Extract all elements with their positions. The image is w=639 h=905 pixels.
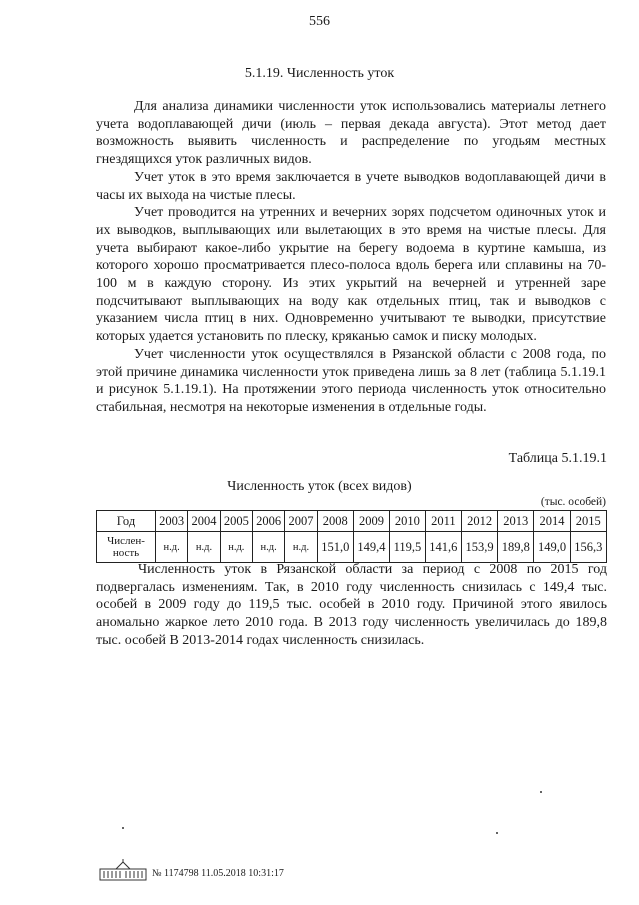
registration-stamp-icon [98, 858, 148, 882]
value-cell: н.д. [188, 532, 220, 563]
document-registration-text: № 1174798 11.05.2018 10:31:17 [152, 868, 284, 879]
scan-speck [496, 832, 498, 834]
footer [98, 858, 398, 884]
value-cell: 151,0 [317, 532, 353, 563]
paragraph: Численность уток в Рязанской области за период с 2008 по 2015 год подвергалась изменениям. Так, в 2010 году численность снизилась с 149,4 тыс. особей в 2009 году до 119,5 тыс. особей в 2010 году. Причиной этого явилось аномально жаркое лето 2010 года. В 2013 году численность увеличилась до 189,8 тыс. особей В 2013-2014 годах численность снизилась. [96, 562, 607, 648]
year-cell: 2003 [156, 511, 188, 532]
paragraph: Учет проводится на утренних и вечерних зорях подсчетом одиночных уток и их выводков, выплывающих или вылетающих в это время на чистые плесы. Для учета выбирают какое-либо укрытие на берегу водоема в куртине камыша, из которого хорошо просматривается плесо-полоса вдоль берега или сплавины на 70-100 м в каждую сторону. Из этих укрытий на вечерней и утренней заре подсчитывают выплывающих на воду как отдельных птиц, так и выводков с указанием числа птиц в них. Одновременно учитывают те выводки, присутствие которых удается установить по плеску, кряканью самок и писку молодых. [96, 205, 606, 345]
year-cell: 2009 [353, 511, 389, 532]
value-cell: 141,6 [425, 532, 461, 563]
year-cell: 2013 [498, 511, 534, 532]
year-cell: 2011 [425, 511, 461, 532]
value-cell: 149,4 [353, 532, 389, 563]
table-row-values [97, 532, 607, 563]
duck-count-table [96, 510, 607, 563]
value-cell: 119,5 [390, 532, 426, 563]
year-cell: 2007 [285, 511, 317, 532]
value-header-line: ность [112, 547, 140, 559]
table-title: Численность уток (всех видов) [227, 479, 412, 494]
conclusion-text [96, 561, 607, 650]
value-cell: н.д. [220, 532, 252, 563]
year-cell: 2014 [534, 511, 570, 532]
table-unit: (тыс. особей) [540, 496, 606, 508]
year-cell: 2010 [390, 511, 426, 532]
section-title: 5.1.19. Численность уток [244, 66, 395, 81]
year-cell: 2005 [220, 511, 252, 532]
table-row-years [97, 511, 607, 532]
scan-speck [122, 827, 124, 829]
value-header-line: Числен- [107, 535, 145, 547]
year-cell: 2012 [461, 511, 497, 532]
paragraph: Учет численности уток осуществлялся в Рязанской области с 2008 года, по этой причине динамика численности уток приведена лишь за 8 лет (таблица 5.1.19.1 и рисунок 5.1.19.1). На протяжении этого периода численность уток относительно стабильная, несмотря на некоторые изменения в отдельные годы. [96, 346, 606, 415]
body-text [96, 98, 606, 417]
year-cell: 2008 [317, 511, 353, 532]
value-cell: 153,9 [461, 532, 497, 563]
year-header-cell: Год [97, 511, 156, 532]
year-cell: 2015 [570, 511, 606, 532]
value-header-cell [97, 532, 156, 563]
paragraph: Учет уток в это время заключается в учете выводков водоплавающей дичи в часы их выхода на чистые плесы. [96, 169, 606, 203]
paragraph: Для анализа динамики численности уток использовались материалы летнего учета водоплавающей дичи (июль – первая декада августа). Этот метод дает возможность выявить численность и распределение по угодьям местных гнездящихся уток различных видов. [96, 99, 606, 168]
page-number: 556 [309, 14, 330, 29]
value-cell: н.д. [252, 532, 284, 563]
value-cell: н.д. [156, 532, 188, 563]
value-cell: н.д. [285, 532, 317, 563]
value-cell: 149,0 [534, 532, 570, 563]
year-cell: 2004 [188, 511, 220, 532]
value-cell: 156,3 [570, 532, 606, 563]
table-label: Таблица 5.1.19.1 [508, 451, 607, 466]
year-cell: 2006 [252, 511, 284, 532]
scan-speck [540, 791, 542, 793]
value-cell: 189,8 [498, 532, 534, 563]
